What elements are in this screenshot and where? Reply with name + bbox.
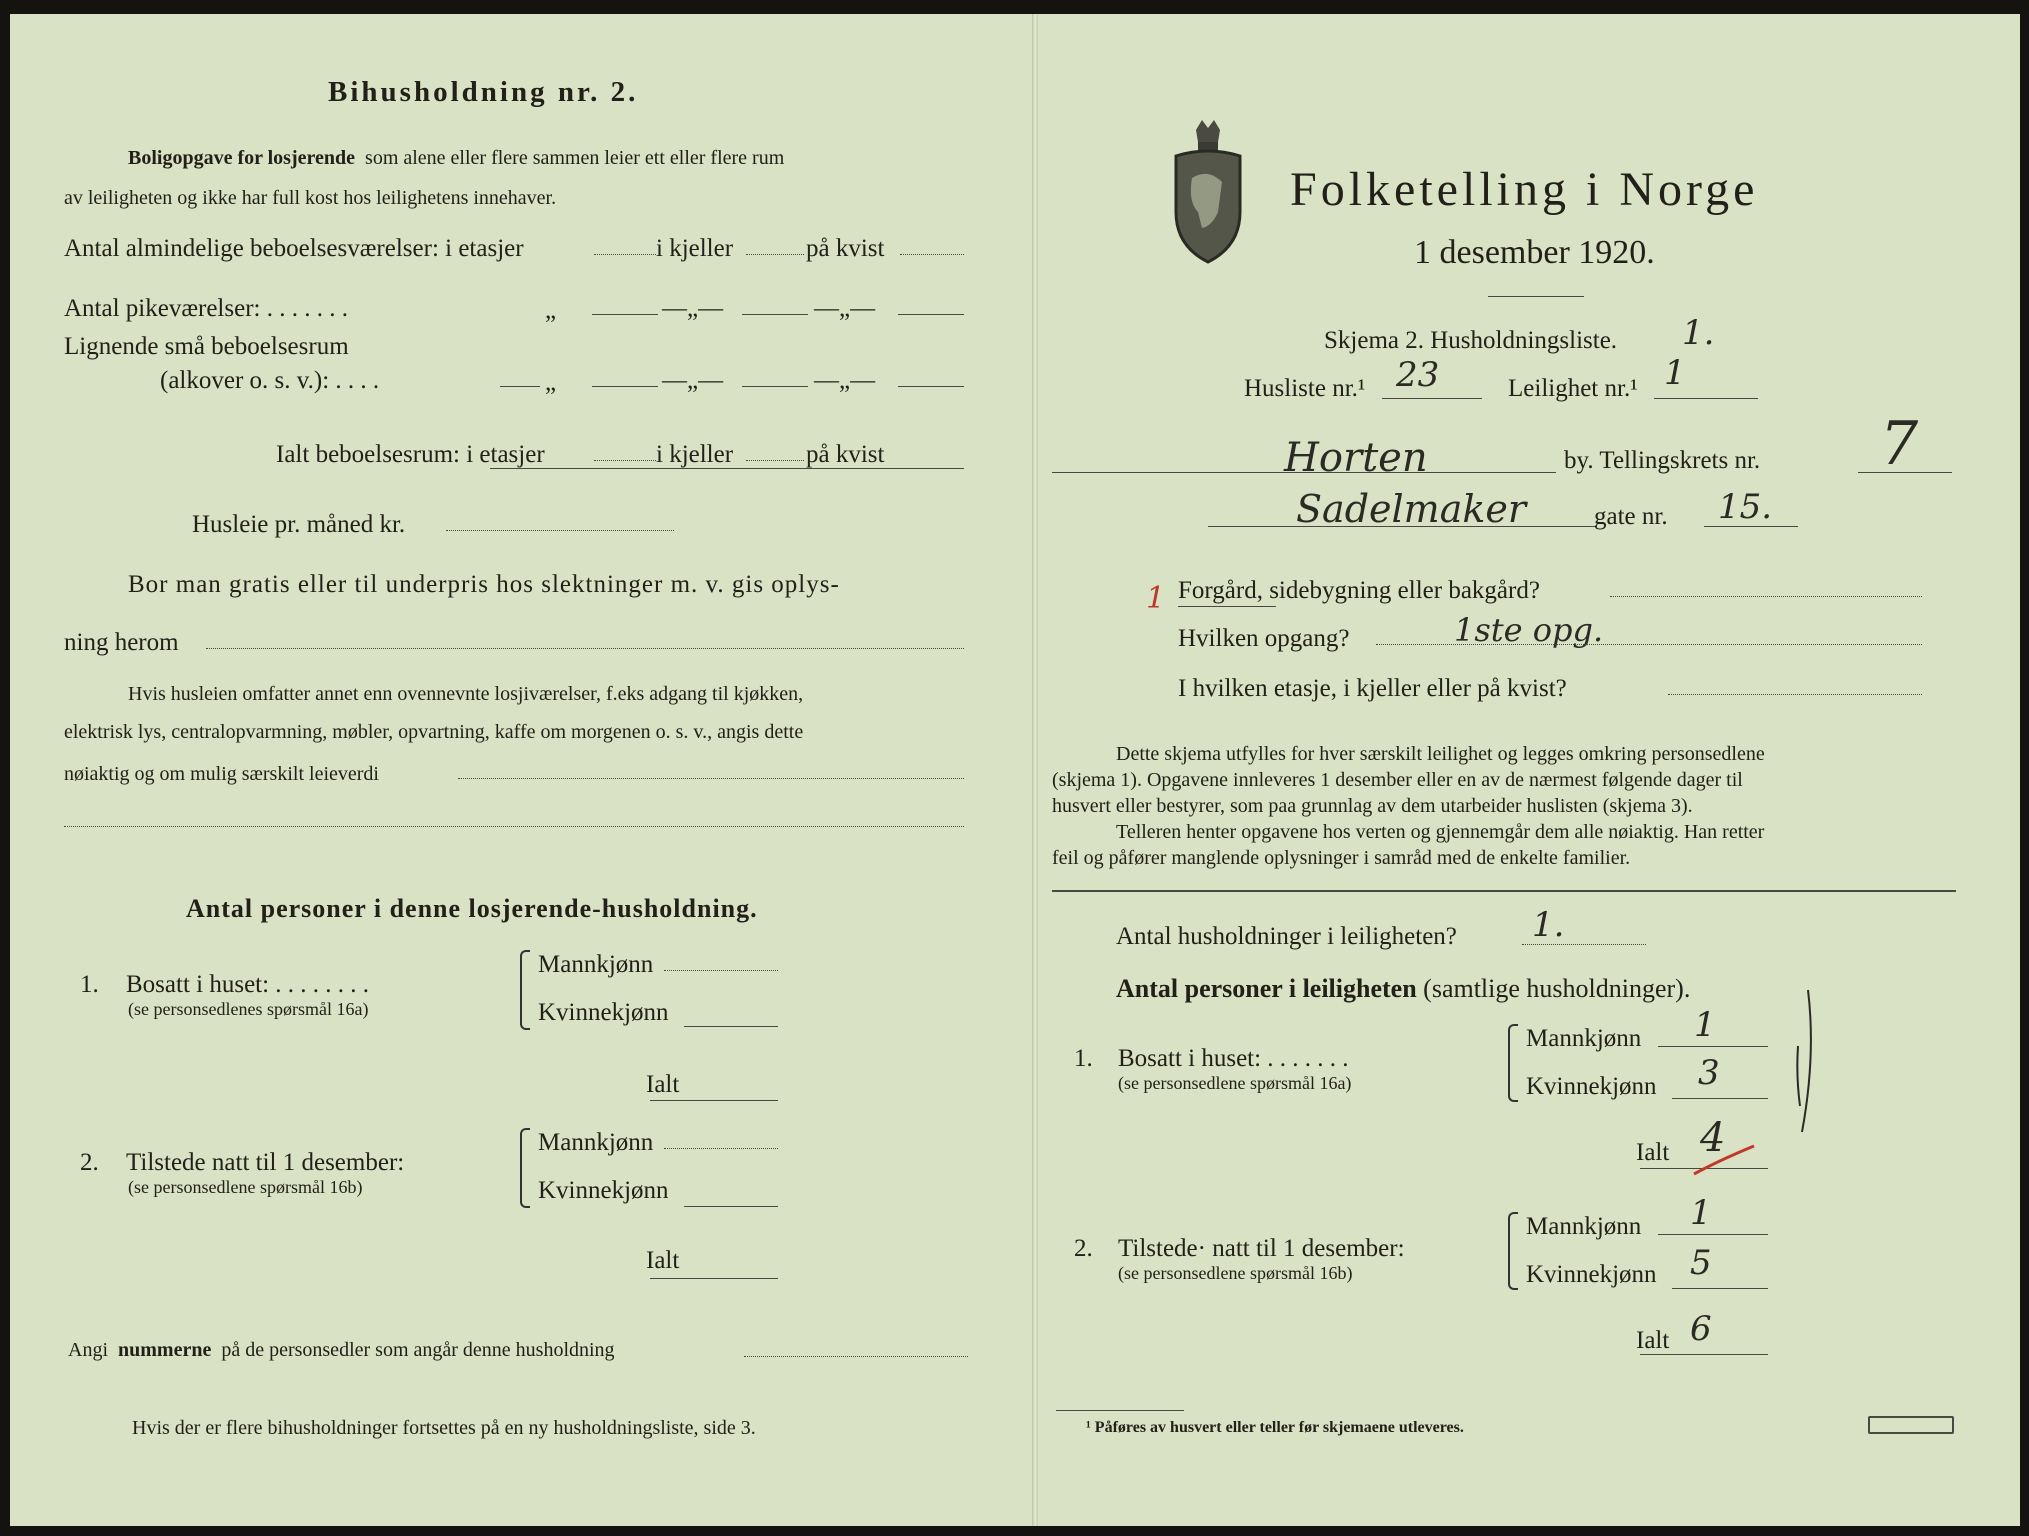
lignende-label-1: Lignende små beboelsesrum [64,333,349,360]
right-q1-ialt-label: Ialt [1636,1139,1670,1166]
hvis-line1: Hvis husleien omfatter annet enn ovennevnte losjiværelser, f.eks adgang til kjøkken, [128,683,804,705]
red-check-mark-icon [1690,1140,1760,1180]
skjema-value[interactable]: 1. [1682,313,1715,353]
right-q2-ialt-value[interactable]: 6 [1690,1309,1712,1349]
by-label: by. Tellingskrets nr. [1564,447,1761,474]
antal-hush-field [1522,944,1646,945]
pike-etasjer-field[interactable] [592,314,658,315]
rooms-kvist-label: på kvist [806,235,885,262]
gate-nr-value[interactable]: 15. [1718,487,1773,527]
pike-ditto: „ [545,297,557,324]
husliste-field [1382,398,1482,399]
opgang-field [1376,644,1922,645]
ialt-rooms-kjeller-field[interactable] [746,460,804,461]
forgaard-underline [1178,606,1276,607]
leilighet-field [1654,398,1758,399]
right-title: Folketelling i Norge [1290,163,1759,216]
bor-field[interactable] [206,648,964,649]
right-q1-kvinne-value[interactable]: 3 [1698,1053,1720,1093]
right-q2-kvinne-value[interactable]: 5 [1690,1243,1712,1283]
right-q1-mann-value[interactable]: 1 [1694,1005,1716,1045]
instr-line2: (skjema 1). Opgavene innleveres 1 desember eller en av de nærmest følgende dager til [1052,769,1743,791]
angi-field[interactable] [744,1356,968,1357]
hvis-line2: elektrisk lys, centralopvarmning, møbler, opvartning, kaffe om morgenen o. s. v., angis dette [64,721,804,743]
pike-kjeller-field[interactable] [742,314,808,315]
left-q1-brace [520,950,530,1030]
footnote-rule [1056,1410,1184,1411]
leilighet-label: Leilighet nr.¹ [1508,375,1638,402]
left-q2-sub: (se personsedlene spørsmål 16b) [128,1177,363,1197]
right-q2-ialt-field [1640,1354,1768,1355]
etasje-label: I hvilken etasje, i kjeller eller på kvist? [1178,675,1567,702]
ialt-rooms-etasjer-field[interactable] [594,460,656,461]
right-q2-label: Tilstede· natt til 1 desember: [1118,1235,1405,1262]
left-q2-label: Tilstede natt til 1 desember: [126,1149,405,1176]
left-footer: Hvis der er flere bihusholdninger fortsettes på en ny husholdningsliste, side 3. [132,1417,756,1439]
husliste-label: Husliste nr.¹ [1244,375,1366,402]
left-intro-line2: av leiligheten og ikke har full kost hos leilighetens innehaver. [64,187,557,209]
right-q2-kvinne-field [1672,1288,1768,1289]
rooms-etasjer-field[interactable] [594,254,656,255]
right-date: 1 desember 1920. [1414,234,1655,271]
left-q2-ialt-label: Ialt [646,1247,680,1274]
lignende-ditto-2: —„— [662,367,724,394]
left-persons-title: Antal personer i denne losjerende-husholdning. [186,894,758,923]
left-q1-kvinne-label: Kvinnekjønn [538,999,669,1026]
lignende-kvist-field[interactable] [898,386,964,387]
lignende-kjeller-field[interactable] [742,386,808,387]
right-q2-ialt-label: Ialt [1636,1327,1670,1354]
husliste-value[interactable]: 23 [1396,355,1440,395]
right-q1-mann-label: Mannkjønn [1526,1025,1642,1052]
left-q2-kvinne-label: Kvinnekjønn [538,1177,669,1204]
pike-kvist-field[interactable] [898,314,964,315]
left-q2-mann-field[interactable] [664,1148,778,1149]
coat-of-arms-icon [1168,116,1248,266]
forgaard-field[interactable] [1610,596,1922,597]
bor-line2: ning herom [64,629,179,656]
ialt-rooms-kvist-label: på kvist [806,441,885,468]
instr-line4: Telleren henter opgavene hos verten og gjennemgår dem alle nøiaktig. Han retter [1116,821,1765,843]
left-q1-ialt-label: Ialt [646,1071,680,1098]
right-q1-ialt-value[interactable]: 4 [1700,1115,1726,1161]
rooms-kjeller-field[interactable] [746,254,804,255]
right-q2-mann-field [1658,1234,1768,1235]
gate-value[interactable]: Sadelmaker [1296,487,1527,531]
skjema-label: Skjema 2. Husholdningsliste. [1324,327,1618,354]
left-q1-label: Bosatt i huset: . . . . . . . . [126,971,370,998]
tally-mark-icon [1794,986,1824,1136]
right-q1-kvinne-field [1672,1098,1768,1099]
by-value[interactable]: Horten [1284,435,1428,481]
date-underline [1488,296,1584,297]
right-q2-brace [1508,1212,1518,1290]
husleie-label: Husleie pr. måned kr. [192,511,406,538]
forgaard-mark: 1 [1146,581,1166,616]
hvis-field-2[interactable] [64,826,964,827]
right-q2-num: 2. [1074,1235,1093,1262]
antal-hush-label: Antal husholdninger i leiligheten? [1116,923,1457,950]
right-q1-kvinne-label: Kvinnekjønn [1526,1073,1657,1100]
right-q2-kvinne-label: Kvinnekjønn [1526,1261,1657,1288]
gate-label: gate nr. [1594,503,1668,530]
right-q2-sub: (se personsedlene spørsmål 16b) [1118,1263,1353,1283]
rooms-kvist-field[interactable] [900,254,964,255]
by-field [1052,472,1556,473]
pike-ditto-2: —„— [662,295,724,322]
lignende-pre-field[interactable] [500,386,540,387]
right-q1-mann-field [1658,1046,1768,1047]
right-q1-sub: (se personsedlene spørsmål 16a) [1118,1073,1352,1093]
krets-field [1858,472,1952,473]
ialt-rooms-rule [490,468,964,469]
husleie-field[interactable] [446,530,674,531]
right-q1-label: Bosatt i huset: . . . . . . . [1118,1045,1349,1072]
pike-label: Antal pikeværelser: . . . . . . . [64,295,348,322]
left-q1-sub: (se personsedlenes spørsmål 16a) [128,999,369,1019]
left-q2-brace [520,1128,530,1208]
left-q2-kvinne-field[interactable] [684,1206,778,1207]
gate-field [1208,526,1596,527]
rooms-label: Antal almindelige beboelsesværelser: i etasjer [64,235,524,262]
opgang-value[interactable]: 1ste opg. [1454,611,1604,649]
left-q2-mann-label: Mannkjønn [538,1129,654,1156]
rooms-kjeller-label: i kjeller [656,235,734,262]
printer-stamp [1868,1416,1954,1434]
left-q1-kvinne-field[interactable] [684,1026,778,1027]
instr-line3: husvert eller bestyrer, som paa grunnlag av dem utarbeider huslisten (skjema 3). [1052,795,1693,817]
pike-ditto-3: —„— [814,295,876,322]
right-footnote: ¹ Påføres av husvert eller teller før skjemaene utleveres. [1086,1419,1464,1436]
left-title: Bihusholdning nr. 2. [328,76,639,108]
right-divider [1052,890,1956,892]
leilighet-value[interactable]: 1 [1664,353,1686,393]
ialt-rooms-label: Ialt beboelsesrum: i etasjer [276,441,545,468]
right-q1-num: 1. [1074,1045,1093,1072]
lignende-etasjer-field[interactable] [592,386,658,387]
right-q1-brace [1508,1024,1518,1102]
left-intro-line1: Boligopgave for losjerende som alene eller flere sammen leier ett eller flere rum [128,147,785,169]
instr-line5: feil og påfører manglende oplysninger i samråd med de enkelte familier. [1052,847,1631,869]
hvis-line3: nøiaktig og om mulig særskilt leieverdi [64,763,379,785]
right-q2-mann-label: Mannkjønn [1526,1213,1642,1240]
lignende-ditto: „ [545,369,557,396]
krets-value[interactable]: 7 [1880,409,1919,479]
left-q1-num: 1. [80,971,99,998]
angi-line: Angi nummerne på de personsedler som angår denne husholdning [68,1339,615,1361]
left-q2-num: 2. [80,1149,99,1176]
left-q2-ialt-field[interactable] [650,1278,778,1279]
etasje-field[interactable] [1668,694,1922,695]
hvis-field[interactable] [458,778,964,779]
right-persons-title: Antal personer i leiligheten (samtlige husholdninger). [1116,974,1691,1003]
left-q1-mann-field[interactable] [664,970,778,971]
opgang-label: Hvilken opgang? [1178,625,1350,652]
lignende-label-2: (alkover o. s. v.): . . . . [160,367,380,394]
left-q1-ialt-field[interactable] [650,1100,778,1101]
gate-nr-field [1704,526,1798,527]
right-q2-mann-value[interactable]: 1 [1690,1193,1712,1233]
lignende-ditto-3: —„— [814,367,876,394]
left-q1-mann-label: Mannkjønn [538,951,654,978]
forgaard-label: Forgård, sidebygning eller bakgård? [1178,577,1540,604]
page-fold [1032,14,1038,1526]
antal-hush-value[interactable]: 1. [1532,905,1565,945]
bor-line1: Bor man gratis eller til underpris hos slektninger m. v. gis oplys- [128,571,840,598]
ialt-rooms-kjeller-label: i kjeller [656,441,734,468]
instr-line1: Dette skjema utfylles for hver særskilt leilighet og legges omkring personsedlene [1116,743,1765,765]
